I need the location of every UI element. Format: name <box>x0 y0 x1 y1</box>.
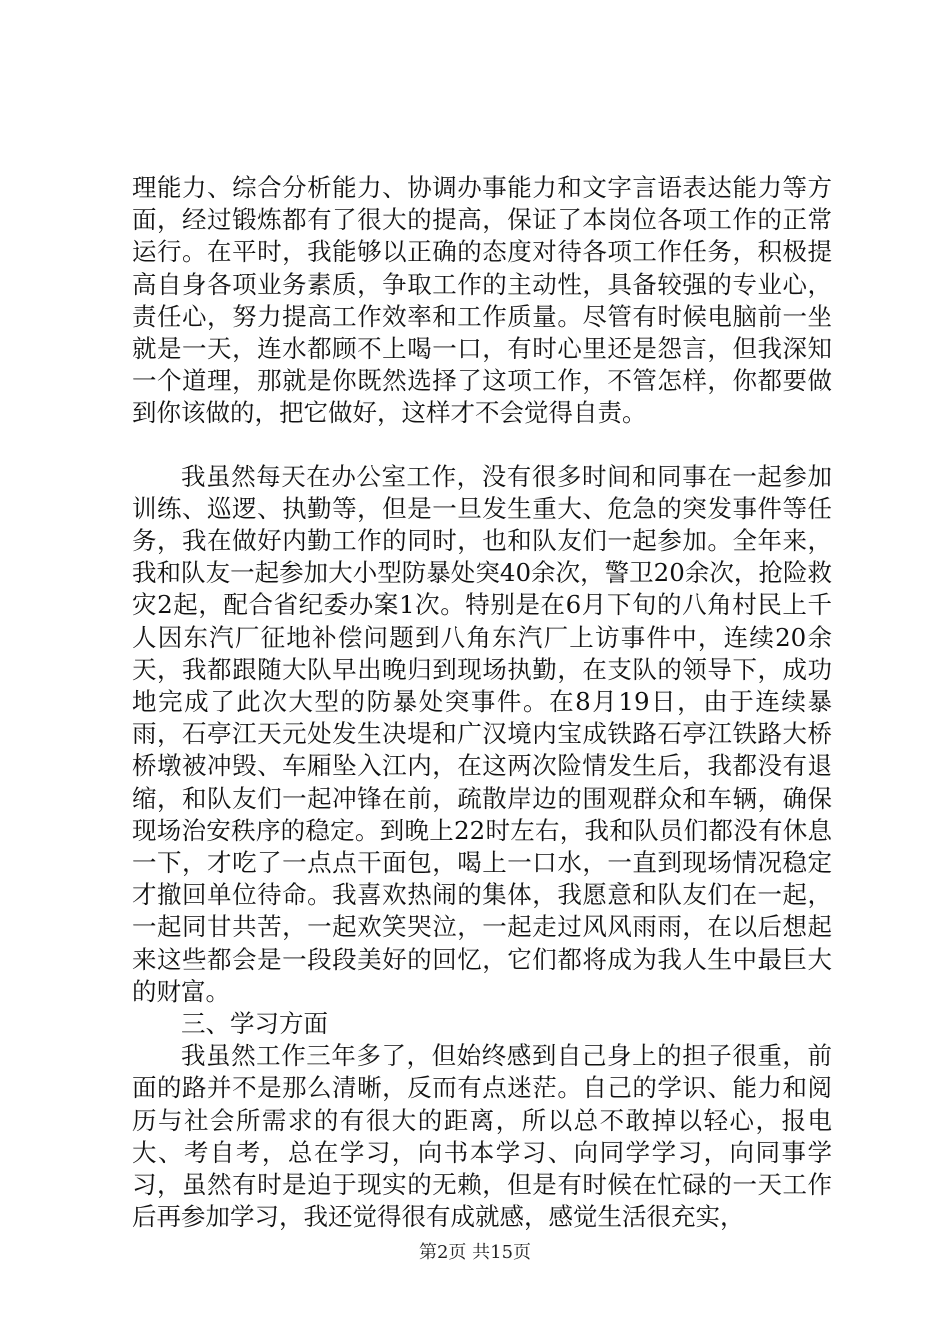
section-heading-study: 三、学习方面 <box>181 1009 328 1039</box>
paragraph-study: 我虽然工作三年多了，但始终感到自己身上的担子很重，前面的路并不是那么清晰，反而有点迷茫。自己的学识、能力和阅历与社会所需求的有很大的距离，所以总不敢掉以轻心，报电大、考自考，总在学习，向书本学习、向同学学习，向同事学习，虽然有时是迫于现实的无赖，但是有时候在忙碌的一天工作后再参加学习，我还觉得很有成就感，感觉生活很充实， <box>132 1041 832 1232</box>
page-number-footer: 第2页 共15页 <box>418 1242 532 1263</box>
document-body <box>132 172 832 1234</box>
paragraph-duty-support: 我虽然每天在办公室工作，没有很多时间和同事在一起参加训练、巡逻、执勤等，但是一旦发生重大、危急的突发事件等任务，我在做好内勤工作的同时，也和队友们一起参加。全年来，我和队友一起参加大小型防暴处突40余次，警卫20余次，抢险救灾2起，配合省纪委办案1次。特别是在6月下旬的八角村民上千人因东汽厂征地补偿问题到八角东汽厂上访事件中，连续20余天，我都跟随大队早出晚归到现场执勤，在支队的领导下，成功地完成了此次大型的防暴处突事件。在8月19日，由于连续暴雨，石亭江天元处发生决堤和广汉境内宝成铁路石亭江铁路大桥桥墩被冲毁、车厢坠入江内，在这两次险情发生后，我都没有退缩，和队友们一起冲锋在前，疏散岸边的围观群众和车辆，确保现场治安秩序的稳定。到晚上22时左右，我和队员们都没有休息一下，才吃了一点点干面包，喝上一口水，一直到现场情况稳定才撤回单位待命。我喜欢热闹的集体，我愿意和队友们在一起，一起同甘共苦，一起欢笑哭泣，一起走过风风雨雨，在以后想起来这些都会是一段段美好的回忆，它们都将成为我人生中最巨大的财富。 <box>132 461 832 1006</box>
paragraph-continuation: 理能力、综合分析能力、协调办事能力和文字言语表达能力等方面，经过锻炼都有了很大的提高，保证了本岗位各项工作的正常运行。在平时，我能够以正确的态度对待各项工作任务，积极提高自身各项业务素质，争取工作的主动性，具备较强的专业心，责任心，努力提高工作效率和工作质量。尽管有时候电脑前一坐就是一天，连水都顾不上喝一口，有时心里还是怨言，但我深知一个道理，那就是你既然选择了这项工作，不管怎样，你都要做到你该做的，把它做好，这样才不会觉得自责。 <box>132 173 832 428</box>
